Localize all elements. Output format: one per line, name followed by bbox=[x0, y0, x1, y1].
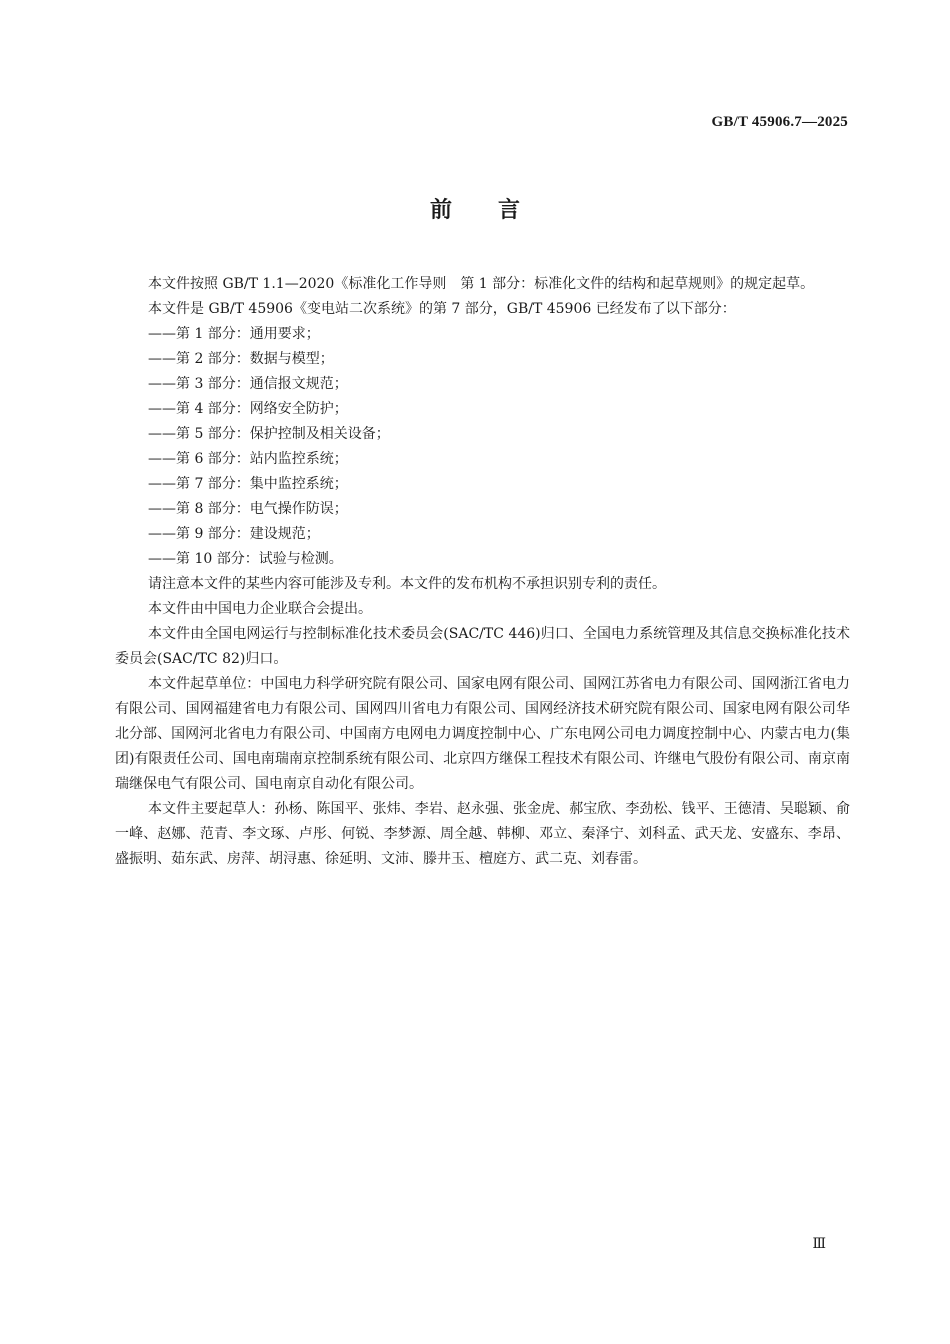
part-list-item: ——第 2 部分：数据与模型； bbox=[148, 351, 334, 367]
part-list-item: ——第 3 部分：通信报文规范； bbox=[148, 376, 348, 392]
part-list-item: ——第 5 部分：保护控制及相关设备； bbox=[148, 426, 390, 442]
part-list-item: ——第 8 部分：电气操作防误； bbox=[148, 501, 348, 517]
drafters: 本文件主要起草人：孙杨、陈国平、张炜、李岩、赵永强、张金虎、郝宝欣、李劲松、钱平、王德清、吴聪颖、俞一峰、赵娜、范青、李文琢、卢彤、何锐、李梦源、周全越、韩柳、邓立、秦泽宁、刘科孟、武天龙、安盛东、李昂、盛振明、茹东武、房萍、胡浔惠、徐延明、文沛、滕井玉、檀庭方、武二克、刘春雷。 bbox=[115, 801, 850, 867]
part-list-item: ——第 9 部分：建设规范； bbox=[148, 526, 320, 542]
foreword-body bbox=[115, 272, 850, 872]
part-list-item: ——第 1 部分：通用要求； bbox=[148, 326, 320, 342]
document-number: GB/T 45906.7—2025 bbox=[711, 114, 848, 130]
intro-paragraph: 本文件是 GB/T 45906《变电站二次系统》的第 7 部分，GB/T 45906 已经发布了以下部分： bbox=[148, 301, 736, 317]
proposer-notice: 本文件由中国电力企业联合会提出。 bbox=[148, 601, 372, 617]
page-title: 前言 bbox=[429, 198, 566, 223]
intro-paragraph: 本文件按照 GB/T 1.1—2020《标准化工作导则 第 1 部分：标准化文件的结构和起草规则》的规定起草。 bbox=[148, 276, 815, 292]
page-number: Ⅲ bbox=[812, 1237, 826, 1252]
part-list-item: ——第 6 部分：站内监控系统； bbox=[148, 451, 348, 467]
part-list-item: ——第 7 部分：集中监控系统； bbox=[148, 476, 348, 492]
part-list-item: ——第 10 部分：试验与检测。 bbox=[148, 551, 343, 567]
committee-notice: 本文件由全国电网运行与控制标准化技术委员会(SAC/TC 446)归口、全国电力系统管理及其信息交换标准化技术委员会(SAC/TC 82)归口。 bbox=[115, 626, 850, 667]
drafting-units: 本文件起草单位：中国电力科学研究院有限公司、国家电网有限公司、国网江苏省电力有限公司、国网浙江省电力有限公司、国网福建省电力有限公司、国网四川省电力有限公司、国网经济技术研究院有限公司、国家电网有限公司华北分部、国网河北省电力有限公司、中国南方电网电力调度控制中心、广东电网公司电力调度控制中心、内蒙古电力(集团)有限责任公司、国电南瑞南京控制系统有限公司、北京四方继保工程技术有限公司、许继电气股份有限公司、南京南瑞继保电气有限公司、国电南京自动化有限公司。 bbox=[115, 676, 850, 792]
patent-notice: 请注意本文件的某些内容可能涉及专利。本文件的发布机构不承担识别专利的责任。 bbox=[148, 576, 666, 592]
part-list-item: ——第 4 部分：网络安全防护； bbox=[148, 401, 348, 417]
